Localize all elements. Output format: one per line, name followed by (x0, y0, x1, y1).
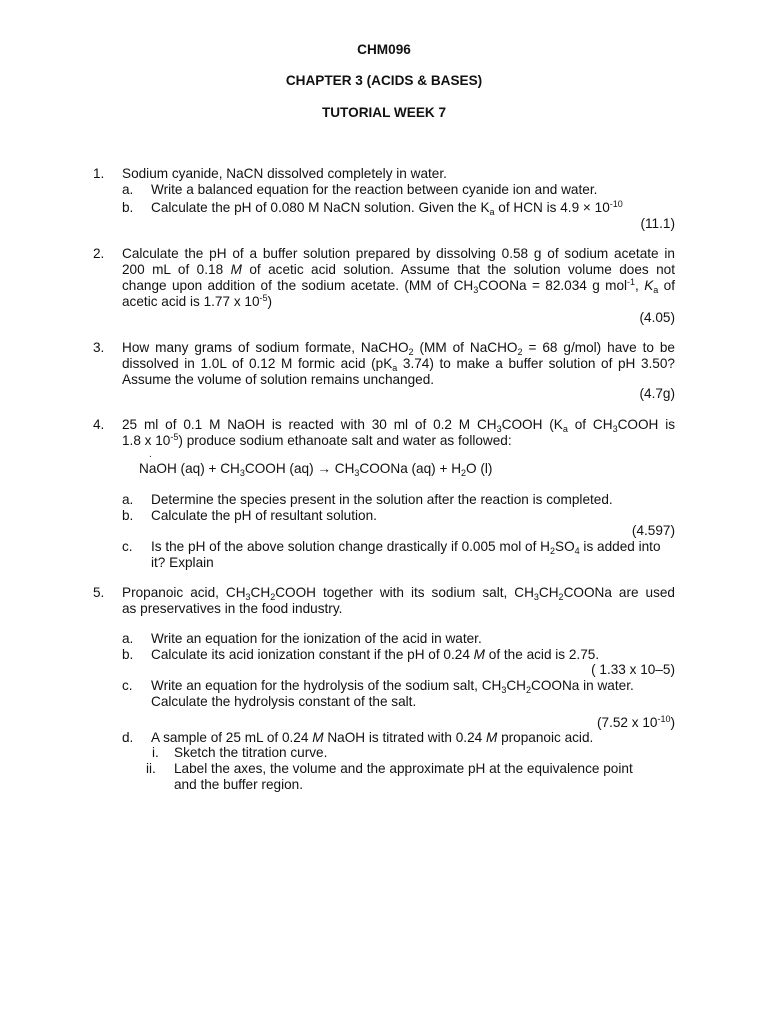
subpart-text: Sketch the titration curve. (174, 745, 328, 760)
part-label: b. (122, 200, 134, 215)
question-line: Calculate the pH of a buffer solution prepared by dissolving 0.58 g of sodium acetate in (122, 246, 675, 261)
subpart-label: i. (152, 745, 159, 760)
part-label: d. (122, 730, 134, 745)
part-label: c. (122, 539, 133, 554)
tutorial-title: TUTORIAL WEEK 7 (321, 105, 447, 120)
part-label: a. (122, 631, 134, 646)
question-line: Propanoic acid, $CH_3CH_2COOH$ together with its sodium salt, $CH_3CH_2COONa$ are used (122, 585, 675, 602)
part-text: Write an equation for the hydrolysis of the sodium salt, $CH_3CH_2COONa$ in water. (151, 678, 634, 695)
part-label: c. (122, 678, 133, 693)
part-text: Is the pH of the above solution change drastically if 0.005 mol of $H_2SO_4$ is added into (151, 539, 661, 556)
question-number: 2. (93, 246, 105, 261)
answer: (7.52 x $10^{-10}$) (596, 714, 675, 730)
question-line: How many grams of sodium formate, NaCHO$_2$ (MM of NaCHO$_2$ = 68 g/mol) have to be (122, 340, 675, 357)
subpart-text: Label the axes, the volume and the approximate pH at the equivalence point (174, 761, 633, 776)
question-number: 5. (93, 585, 105, 600)
question-line: 200 mL of 0.18 M of acetic acid solution. Assume that the solution volume does not (122, 262, 676, 277)
chapter-title: CHAPTER 3 (ACIDS & BASES) (285, 73, 483, 88)
part-text: Calculate its acid ionization constant if the pH of 0.24 M of the acid is 2.75. (151, 647, 600, 662)
part-text: Determine the species present in the solution after the reaction is completed. (151, 492, 613, 507)
part-label: b. (122, 647, 134, 662)
question-text: Sodium cyanide, NaCN dissolved completely in water. (122, 166, 447, 181)
question-line: Assume the volume of solution remains unchanged. (122, 372, 435, 387)
question-line: acetic acid is 1.77 x $10^{-5}$) (122, 293, 273, 309)
part-label: a. (122, 492, 134, 507)
question-line: 1.8 x $10^{-5}$) produce sodium ethanoate salt and water as followed: (122, 432, 512, 448)
answer: (4.597) (631, 523, 675, 538)
answer: ( 1.33 x 10–5) (591, 662, 675, 677)
course-code: CHM096 (357, 42, 411, 57)
part-text: Calculate the pH of resultant solution. (151, 508, 377, 523)
question-number: 4. (93, 417, 105, 432)
part-text: Calculate the hydrolysis constant of the salt. (151, 694, 417, 709)
part-label: a. (122, 182, 134, 197)
question-number: 3. (93, 340, 105, 355)
answer: (4.7g) (639, 386, 675, 401)
answer: (4.05) (639, 310, 675, 325)
part-text: Write a balanced equation for the reaction between cyanide ion and water. (151, 182, 598, 197)
question-line: change upon addition of the sodium acetate. (MM of $CH_3COONa = 82.034$ g mol$^{-1}$, $K_a$ of (122, 277, 675, 295)
subpart-text: and the buffer region. (174, 777, 303, 792)
answer: (11.1) (640, 216, 675, 231)
part-label: b. (122, 508, 134, 523)
question-line: 25 ml of 0.1 M NaOH is reacted with 30 ml of 0.2 M $CH_3COOH$ ($K_a$ of $CH_3COOH$ is (122, 417, 676, 434)
subpart-label: ii. (146, 761, 156, 776)
part-text: A sample of 25 mL of 0.24 M NaOH is titrated with 0.24 M propanoic acid. (151, 730, 594, 745)
part-text: Write an equation for the ionization of the acid in water. (151, 631, 482, 646)
part-text: Calculate the pH of 0.080 M NaCN solution. Given the $K_a$ of HCN is $4.9 \times 10^{-10}$ (151, 199, 623, 217)
question-line: dissolved in 1.0L of 0.12 M formic acid ($pK_a$ 3.74) to make a buffer solution of pH 3.50? (122, 356, 675, 373)
stray-dot: . (149, 449, 152, 460)
question-line: as preservatives in the food industry. (122, 601, 343, 616)
question-number: 1. (93, 166, 105, 181)
part-text: it? Explain (151, 555, 214, 570)
reaction-equation: NaOH $(aq) + CH_3COOH$ $(aq) \to CH_3COONa$ $(aq) + H_2O$ (l) (139, 461, 493, 478)
